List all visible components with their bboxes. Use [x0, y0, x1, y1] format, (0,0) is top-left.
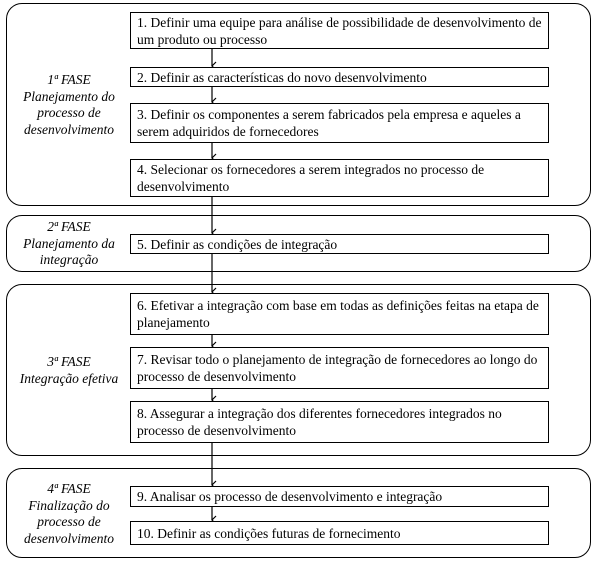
step-8-box [130, 401, 549, 443]
step-3-text: 3. Definir os componentes a serem fabricados pela empresa e aqueles a serem adquiridos de fornecedores [137, 107, 521, 139]
step-5-text: 5. Definir as condições de integração [137, 236, 338, 252]
step-2-box [130, 67, 549, 87]
step-6-box [130, 293, 549, 335]
phase-2-label: 2ª FASE Planejamento da integração [23, 219, 115, 267]
step-10-box [130, 521, 549, 545]
step-4-text: 4. Selecionar os fornecedores a serem integrados no processo de desenvolvimento [137, 162, 485, 194]
step-2-text: 2. Definir as características do novo desenvolvimento [137, 69, 427, 85]
step-6-text: 6. Efetivar a integração com base em todas as definições feitas na etapa de planejamento [137, 298, 539, 330]
step-10-text: 10. Definir as condições futuras de fornecimento [137, 525, 401, 541]
phase-3-label: 3ª FASE Integração efetiva [19, 354, 119, 386]
step-1-box [130, 12, 549, 49]
step-5-box [130, 234, 549, 254]
step-4-box [130, 159, 549, 197]
step-9-text: 9. Analisar os processo de desenvolvimento e integração [137, 489, 443, 504]
step-8-text: 8. Assegurar a integração dos diferentes fornecedores integrados no processo de desenvolvimento [137, 406, 502, 438]
phase-4-label: 4ª FASE Finalização do processo de desenvolvimento [24, 481, 114, 546]
step-9-box [130, 486, 549, 507]
step-7-box [130, 347, 549, 389]
step-1-text: 1. Definir uma equipe para análise de possibilidade de desenvolvimento de um produto ou processo [137, 14, 542, 47]
phase-1-label: 1ª FASE Planejamento do processo de desenvolvimento [23, 72, 115, 137]
step-7-text: 7. Revisar todo o planejamento de integração de fornecedores ao longo do processo de desenvolvimento [137, 352, 538, 384]
step-3-box [130, 103, 549, 143]
